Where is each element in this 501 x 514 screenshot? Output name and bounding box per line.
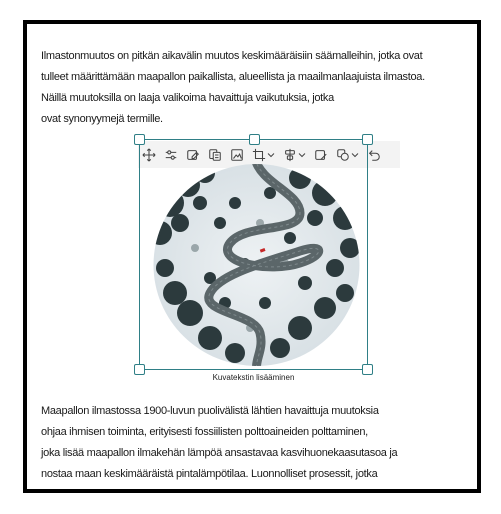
paragraph-body[interactable]: [41, 401, 397, 485]
image-caption[interactable]: Kuvatekstin lisääminen: [212, 373, 295, 382]
text-line[interactable]: Ilmastonmuutos on pitkän aikavälin muutos keskimääräisiin säämalleihin, jotka ovat: [41, 50, 423, 62]
paragraph-intro[interactable]: [41, 46, 425, 130]
text-line[interactable]: ovat synonyymejä termille.: [41, 113, 163, 125]
text-line[interactable]: nostaa maan keskimääräistä pintalämpötilaa. Luonnolliset prosessit, jotka: [41, 468, 378, 480]
text-line[interactable]: Maapallon ilmastossa 1900-luvun puolivälistä lähtien havaittuja muutoksia: [41, 405, 379, 417]
resize-handle-top-left[interactable]: [134, 134, 145, 145]
rotate-handle[interactable]: [249, 134, 260, 145]
resize-handle-top-right[interactable]: [362, 134, 373, 145]
undo-icon: [367, 148, 381, 162]
document-frame: [23, 20, 481, 493]
image-selection-frame[interactable]: [139, 139, 368, 370]
text-line[interactable]: joka lisää maapallon ilmakehän lämpöä ansastavaa kasvihuonekaasutasoa ja: [41, 447, 398, 459]
text-line[interactable]: tulleet määrittämään maapallon paikallista, alueellista ja maailmanlaajuista ilmastoa.: [41, 71, 425, 83]
text-line[interactable]: ohjaa ihmisen toiminta, erityisesti fossiilisten polttoaineiden polttaminen,: [41, 426, 368, 438]
text-line[interactable]: Näillä muutoksilla on laaja valikoima havaittuja vaikutuksia, jotka: [41, 92, 334, 104]
